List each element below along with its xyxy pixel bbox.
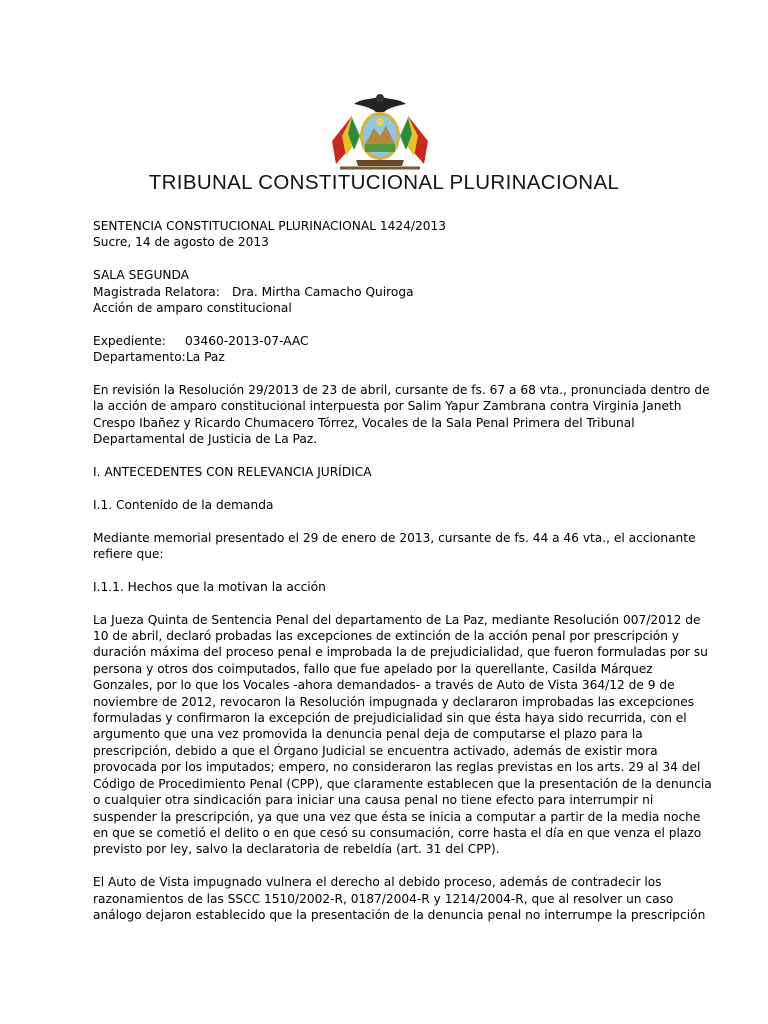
facts-line: duración máxima del proceso penal e improbada la de prejudicialidad, que fueron formuladas por su bbox=[93, 645, 708, 660]
facts-line: provocada por los imputados; empero, no consideraron las reglas previstas en los arts. 29 al 34 del bbox=[93, 760, 701, 775]
intro-line: Crespo Ibañez y Ricardo Chumacero Tórrez, Vocales de la Sala Penal Primera del Tribunal bbox=[93, 415, 635, 430]
facts-line: La Jueza Quinta de Sentencia Penal del departamento de La Paz, mediante Resolución 007/2012 de bbox=[93, 612, 701, 627]
court-title: TRIBUNAL CONSTITUCIONAL PLURINACIONAL bbox=[148, 171, 620, 194]
subsection-heading: I.1. Contenido de la demanda bbox=[93, 497, 274, 512]
facts-line: argumento que una vez promovida la denuncia penal deja de computarse el plazo para la bbox=[93, 727, 643, 742]
facts-line: o cualquier otra sindicación para iniciar una causa penal no tiene efecto para interrumpir ni bbox=[93, 793, 654, 808]
facts-line: previsto por ley, salvo la declaratoria de rebeldía (art. 31 del CPP). bbox=[93, 842, 500, 857]
facts-line: Código de Procedimiento Penal (CPP), que claramente establecen que la presentación de la denuncia bbox=[93, 776, 712, 791]
closing-line: razonamientos de las SSCC 1510/2002-R, 0187/2004-R y 1214/2004-R, que al resolver un caso bbox=[93, 891, 674, 906]
chamber: SALA SEGUNDA bbox=[93, 268, 190, 283]
action-type: Acción de amparo constitucional bbox=[93, 301, 292, 316]
file-number: 03460-2013-07-AAC bbox=[185, 333, 309, 348]
department-value: La Paz bbox=[186, 350, 225, 365]
facts-line: formuladas y confirmaron la excepción de prejudicialidad sin que ésta haya sido recurrida, con el bbox=[93, 711, 687, 726]
facts-line: persona y otros dos coimputados, fallo que fue apelado por la querellante, Casilda Márquez bbox=[93, 661, 653, 676]
facts-line: prescripción, debido a que el Órgano Judicial se encuentra activado, además de existir mora bbox=[93, 743, 658, 758]
place-date: Sucre, 14 de agosto de 2013 bbox=[93, 235, 269, 250]
file-label: Expediente: bbox=[93, 333, 166, 348]
file-row bbox=[93, 333, 683, 349]
closing-line: El Auto de Vista impugnado vulnera el derecho al debido proceso, además de contradecir los bbox=[93, 875, 662, 890]
facts-line: noviembre de 2012, revocaron la Resolución impugnada y declararon improbadas las excepciones bbox=[93, 694, 695, 709]
intro-line: En revisión la Resolución 29/2013 de 23 de abril, cursante de fs. 67 a 68 vta., pronunciada dentro de bbox=[93, 383, 710, 398]
facts-line: en que se cometió el delito o en que cesó su consumación, corre hasta el día en que venza el plazo bbox=[93, 825, 702, 840]
department-label: Departamento: bbox=[93, 350, 186, 365]
memorial-line: refiere que: bbox=[93, 547, 164, 562]
rapporteur-name: Dra. Mirtha Camacho Quiroga bbox=[232, 284, 414, 299]
rapporteur-row bbox=[93, 284, 683, 300]
memorial-line: Mediante memorial presentado el 29 de enero de 2013, cursante de fs. 44 a 46 vta., el accionante bbox=[93, 530, 696, 545]
facts-line: suspender la prescripción, ya que una vez que ésta se inicia a computar a partir de la media noche bbox=[93, 809, 701, 824]
closing-line: análogo dejaron establecido que la presentación de la denuncia penal no interrumpe la prescripción bbox=[93, 907, 706, 922]
subsubsection-heading: I.1.1. Hechos que la motivan la acción bbox=[93, 579, 326, 594]
document-body bbox=[93, 218, 712, 923]
coat-of-arms-icon bbox=[322, 86, 438, 178]
sentence-number: SENTENCIA CONSTITUCIONAL PLURINACIONAL 1424/2013 bbox=[93, 219, 447, 233]
department-row bbox=[93, 349, 683, 365]
intro-line: la acción de amparo constitucional interpuesta por Salim Yapur Zambrana contra Virginia Janeth bbox=[93, 399, 682, 414]
facts-line: Gonzales, por lo que los Vocales -ahora demandados- a través de Auto de Vista 364/12 de 9 de bbox=[93, 678, 675, 693]
facts-line: 10 de abril, declaró probadas las excepciones de extinción de la acción penal por prescripción y bbox=[93, 629, 680, 644]
rapporteur-label: Magistrada Relatora: bbox=[93, 284, 220, 299]
section-heading: I. ANTECEDENTES CON RELEVANCIA JURÍDICA bbox=[93, 465, 372, 480]
intro-line: Departamental de Justicia de La Paz. bbox=[93, 432, 318, 447]
